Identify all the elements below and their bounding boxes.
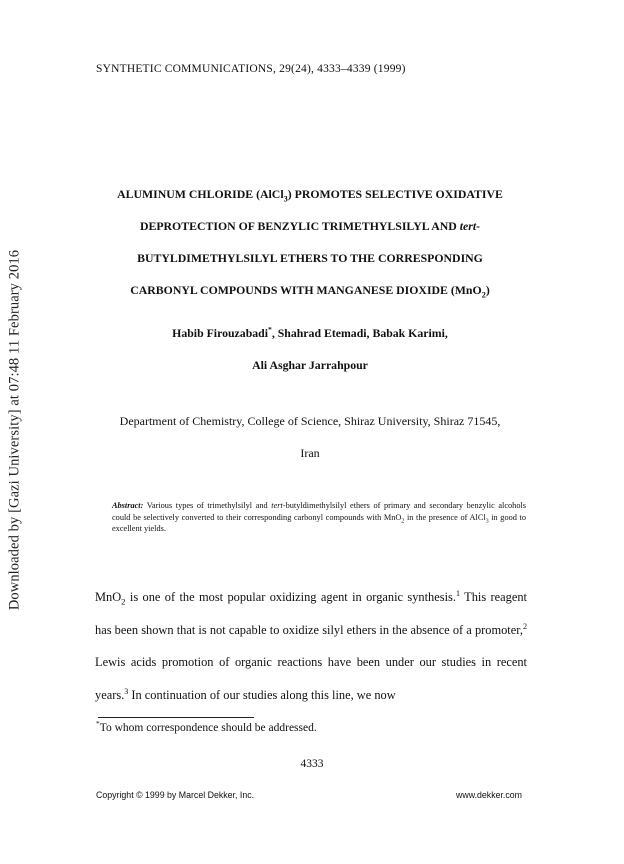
paper-title <box>80 178 540 306</box>
journal-header: SYNTHETIC COMMUNICATIONS, 29(24), 4333–4339 (1999) <box>96 63 406 75</box>
author-list <box>80 317 540 381</box>
publisher-website[interactable]: www.dekker.com <box>456 790 522 800</box>
title-line-2: DEPROTECTION OF BENZYLIC TRIMETHYLSILYL AND tert- <box>139 219 481 233</box>
authors-line-2: Ali Asghar Jarrahpour <box>252 358 368 372</box>
abstract: Abstract: Various types of trimethylsilyl and tert-butyldimethylsilyl ethers of primary and secondary benzylic alcohols could be selectively converted to their corresponding carbonyl compounds with MnO$_2$ in the presence of AlCl$_3$ in good to excellent yields. <box>112 501 527 533</box>
affiliation-line-1: Department of Chemistry, College of Science, Shiraz University, Shiraz 71545, <box>119 414 501 428</box>
download-sidebar <box>2 250 28 610</box>
body-paragraph: MnO$_2$ is one of the most popular oxidizing agent in organic synthesis.$^1$ This reagent has been shown that is not capable to oxidize silyl ethers in the absence of a promoter,$^2$ Lewis acids promotion of organic reactions have been under our studies in recent years.$^3$ In continuation of our studies along this line, we now <box>95 588 527 702</box>
affiliation-line-2: Iran <box>300 446 320 460</box>
footnote: *To whom correspondence should be addressed. <box>96 719 317 734</box>
authors-line-1: Habib Firouzabadi*, Shahrad Etemadi, Babak Karimi, <box>172 325 448 340</box>
copyright-notice: Copyright © 1999 by Marcel Dekker, Inc. <box>96 790 255 800</box>
title-line-3: BUTYLDIMETHYLSILYL ETHERS TO THE CORRESPONDING <box>137 251 483 265</box>
page-number: 4333 <box>300 758 324 770</box>
download-note: Downloaded by [Gazi University] at 07:48 11 February 2016 <box>6 249 23 611</box>
abstract-label: Abstract: <box>112 501 144 510</box>
footnote-divider <box>98 717 254 718</box>
body-text <box>95 581 527 711</box>
affiliation <box>80 405 540 469</box>
title-line-1: ALUMINUM CHLORIDE (AlCl$_3$) PROMOTES SELECTIVE OXIDATIVE <box>117 187 503 204</box>
title-line-4: CARBONYL COMPOUNDS WITH MANGANESE DIOXIDE (MnO$_2$) <box>130 283 490 300</box>
